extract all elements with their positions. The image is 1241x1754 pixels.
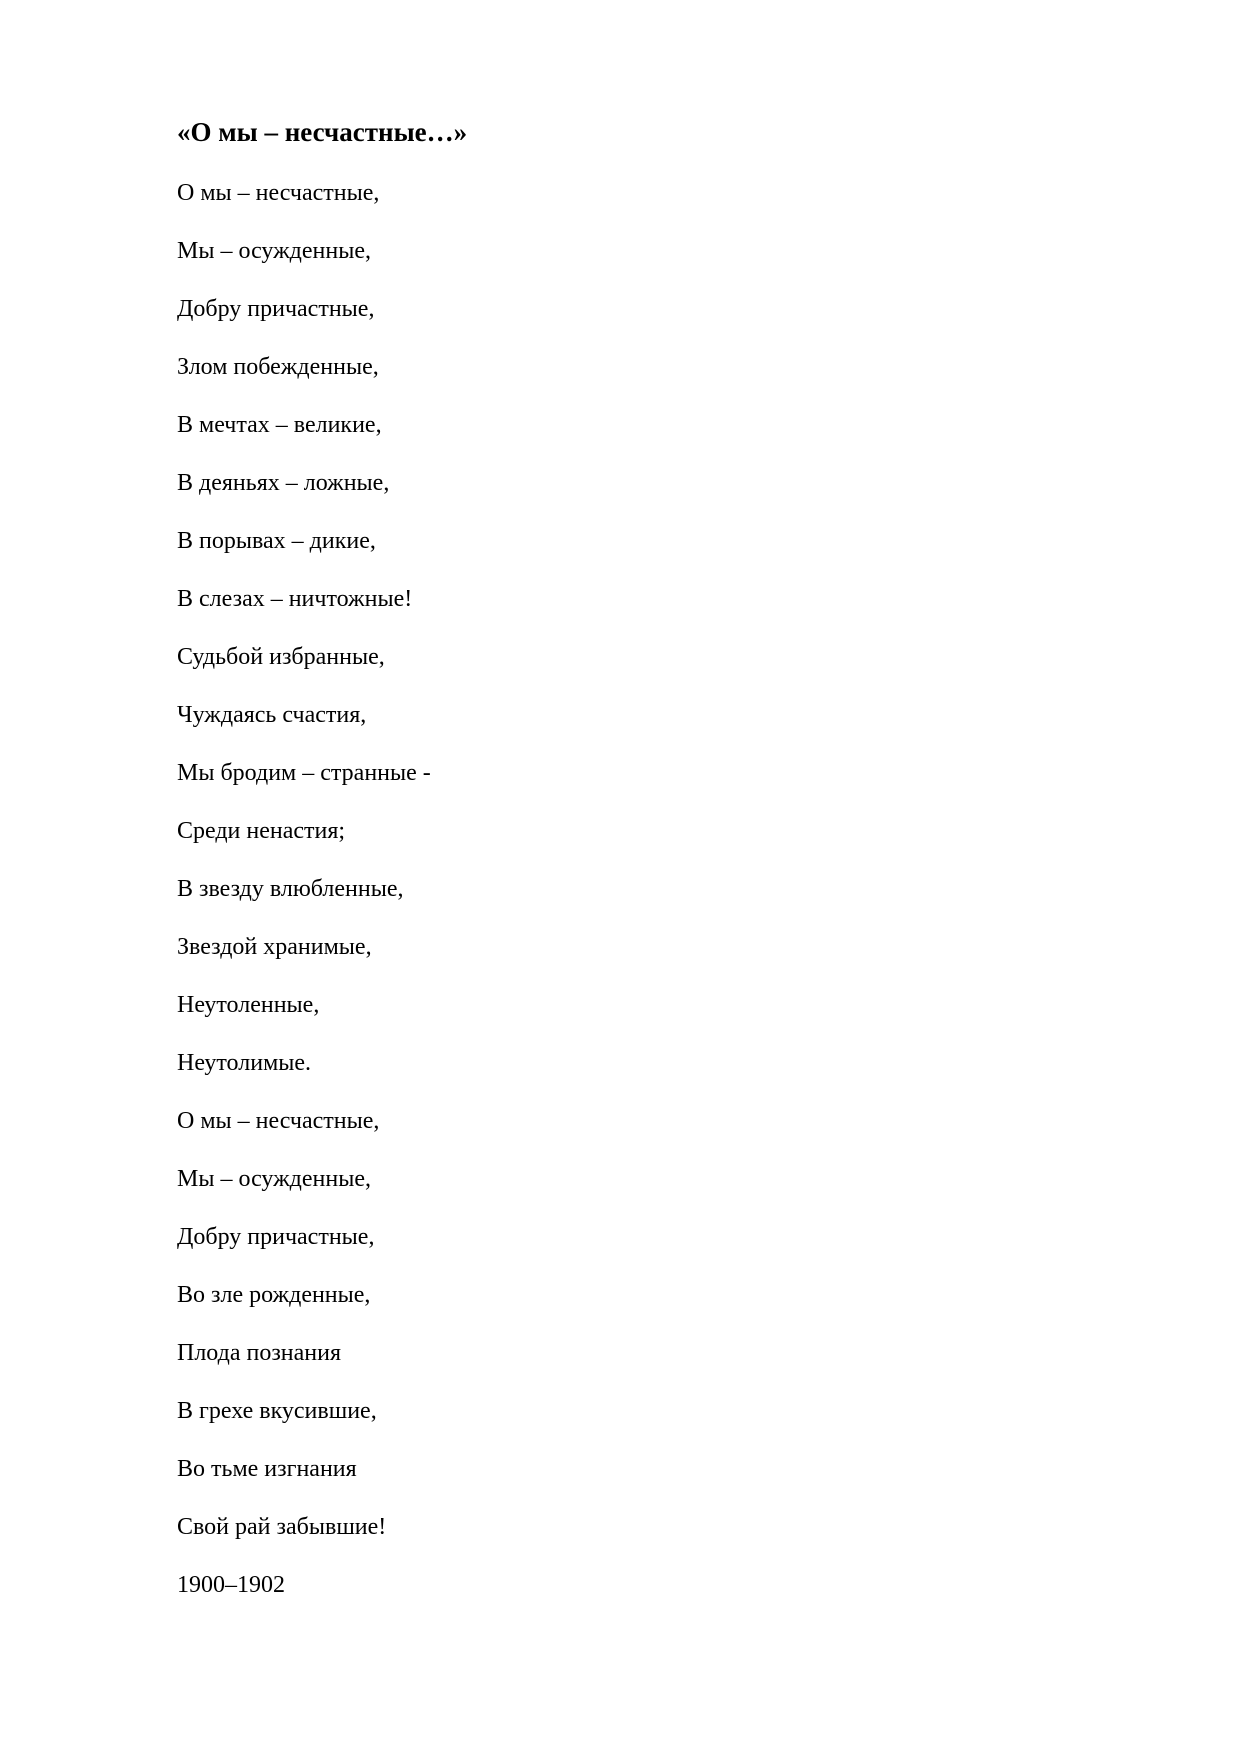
poem-line: Среди ненастия; [177, 818, 346, 844]
poem-line: Мы бродим – странные - [177, 760, 431, 786]
poem-line: Во тьме изгнания [177, 1456, 357, 1482]
poem-line: Мы – осужденные, [177, 238, 371, 264]
poem-line: Добру причастные, [177, 1224, 375, 1250]
poem-line: В слезах – ничтожные! [177, 586, 413, 612]
poem-line: Звездой хранимые, [177, 934, 372, 960]
poem-line: Судьбой избранные, [177, 644, 385, 670]
poem-line: Злом побежденные, [177, 354, 379, 380]
poem-line: Чуждаясь счастия, [177, 702, 367, 728]
poem-line: В порывах – дикие, [177, 528, 376, 554]
poem-body [177, 176, 431, 1568]
poem-line: В звезду влюбленные, [177, 876, 404, 902]
poem-title: «О мы – несчастные…» [177, 117, 468, 147]
poem-line: Неутолимые. [177, 1050, 312, 1076]
poem-line: Мы – осужденные, [177, 1166, 371, 1192]
poem-line: Свой рай забывшие! [177, 1514, 387, 1540]
poem-date: 1900–1902 [177, 1572, 285, 1598]
poem-line: В деяньях – ложные, [177, 470, 390, 496]
poem-line: Во зле рожденные, [177, 1282, 371, 1308]
poem-line: Плода познания [177, 1340, 342, 1366]
poem-line: В мечтах – великие, [177, 412, 382, 438]
poem-line: В грехе вкусившие, [177, 1398, 377, 1424]
poem-line: О мы – несчастные, [177, 1108, 380, 1134]
poem-line: О мы – несчастные, [177, 180, 380, 206]
poem-line: Добру причастные, [177, 296, 375, 322]
poem-line: Неутоленные, [177, 992, 320, 1018]
